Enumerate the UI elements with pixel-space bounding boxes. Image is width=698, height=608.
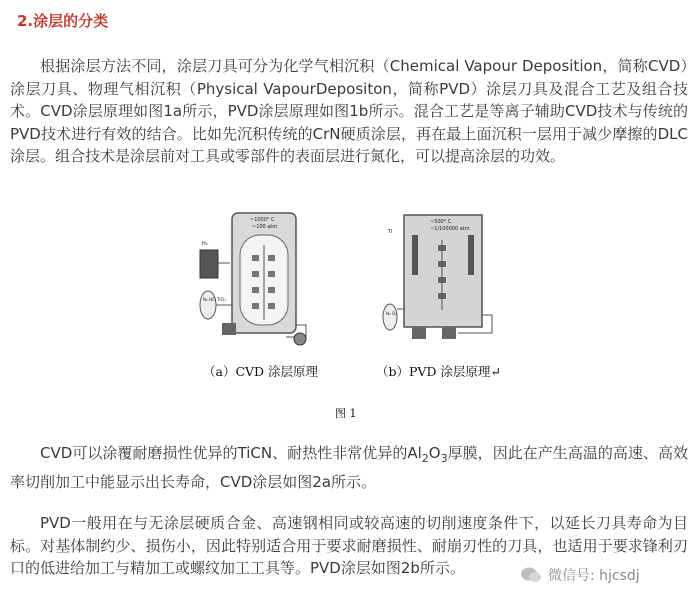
coating-principle-figure: [190, 205, 510, 355]
wechat-watermark: [520, 565, 640, 585]
cvd-pressure-label: ~100 atm: [252, 224, 278, 230]
watermark-text: 微信号: hjcsdj: [548, 568, 640, 584]
pvd-diagram: [383, 215, 492, 339]
caption-pvd: （b）PVD 涂层原理↵: [376, 364, 501, 379]
caption-cvd: （a）CVD 涂层原理: [203, 364, 319, 379]
wechat-icon: [520, 566, 542, 584]
paragraph-pvd: PVD一般用在与无涂层硬质合金、高速钢相同或较高速的切削速度条件下，以延长刀具寿命为目标。对基体制约少、损伤小，因此特别适合用于要求耐磨损性、耐崩刃性的刀具，也适用于要求锋利刃口的低进给加工与精加工或螺纹加工工具等。PVD涂层如图2b所示。: [10, 514, 688, 577]
pvd-pressure-label: ~1/100000 atm: [430, 226, 470, 232]
paragraph-cvd: CVD可以涂覆耐磨损性优异的TiCN、耐热性非常优异的$Al_2O_3$厚膜，因此在产生高温的高速、高效率切削加工中能显示出长寿命，CVD涂层如图2a所示。: [10, 444, 688, 491]
pvd-temp-label: ~500° C: [430, 219, 452, 225]
paragraph-coating-methods: 根据涂层方法不同，涂层刀具可分为化学气相沉积（Chemical Vapour Deposition，简称CVD）涂层刀具、物理气相沉积（Physical VapourDepositon，简称PVD）涂层刀具及混合工艺及组合技术。CVD涂层原理如图1a所示，PVD涂层原理如图1b所示。混合工艺是等离子辅助CVD技术与传统的PVD技术进行有效的结合。比如先沉积传统的CrN硬质涂层，再在最上面沉积一层用于减少摩擦的DLC涂层。组合技术是涂层前对工具或零部件的表面层进行氮化，可以提高涂层的功效。: [10, 57, 688, 165]
cvd-h2-label: H₂: [202, 241, 208, 247]
section-heading: 2.涂层的分类: [17, 12, 109, 30]
pvd-ti-label: Ti: [388, 229, 393, 235]
figure-number: 图 1: [335, 407, 357, 420]
cvd-temp-label: ~1000° C: [250, 217, 275, 223]
cvd-gas-label: N₂ HCl TiCl₄: [203, 297, 226, 302]
pvd-gas-label: N₂ O₂: [386, 311, 397, 316]
cvd-diagram: [200, 213, 306, 345]
